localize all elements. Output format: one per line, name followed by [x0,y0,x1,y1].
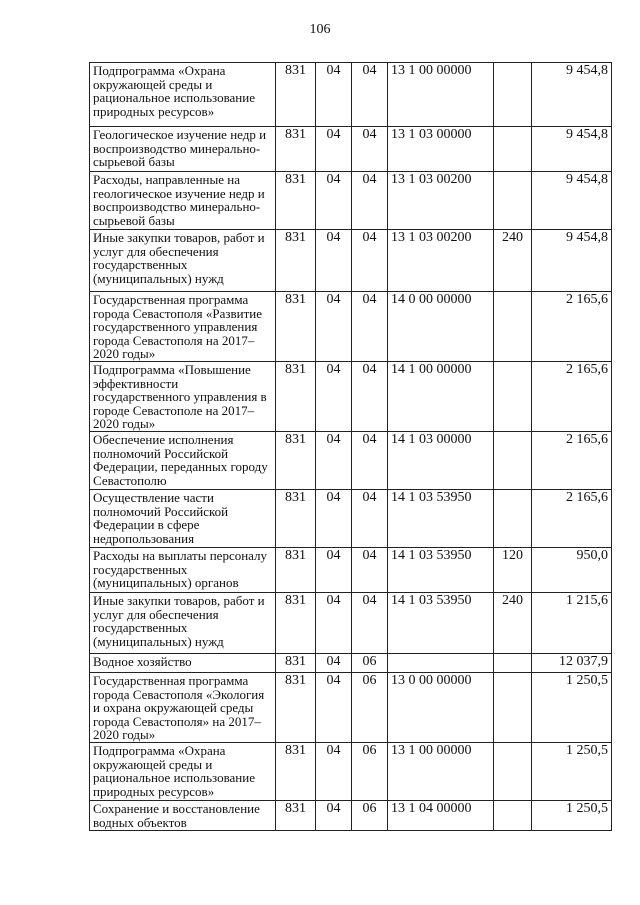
section-code: 04 [316,292,352,362]
target-article-code: 13 0 00 00000 [388,673,494,743]
row-name: Иные закупки товаров, работ и услуг для обеспечения государственных (муниципальных) нужд [90,230,276,292]
table-row [90,490,612,548]
row-name: Иные закупки товаров, работ и услуг для обеспечения государственных (муниципальных) нужд [90,593,276,654]
subsection-code: 04 [352,548,388,593]
subsection-code: 04 [352,490,388,548]
row-name: Подпрограмма «Охрана окружающей среды и рациональное использование природных ресурсов» [90,63,276,127]
table-row [90,362,612,432]
table-row [90,743,612,801]
section-code: 04 [316,362,352,432]
row-name: Осуществление части полномочий Российской Федерации в сфере недропользования [90,490,276,548]
table-row [90,230,612,292]
admin-code: 831 [276,654,316,673]
target-article-code: 13 1 04 00000 [388,801,494,831]
amount: 2 165,6 [532,490,612,548]
amount: 9 454,8 [532,172,612,230]
subsection-code: 06 [352,654,388,673]
admin-code: 831 [276,673,316,743]
row-name: Подпрограмма «Охрана окружающей среды и рациональное использование природных ресурсов» [90,743,276,801]
table-row [90,548,612,593]
expense-type-code [494,801,532,831]
page-number: 106 [309,22,331,37]
amount: 2 165,6 [532,362,612,432]
subsection-code: 04 [352,230,388,292]
table-row [90,654,612,673]
row-name: Государственная программа города Севастополя «Развитие государственного управления города Севастополя на 2017–2020 годы» [90,292,276,362]
amount: 9 454,8 [532,63,612,127]
amount: 9 454,8 [532,127,612,172]
target-article-code [388,654,494,673]
section-code: 04 [316,673,352,743]
subsection-code: 04 [352,362,388,432]
row-name: Расходы, направленные на геологическое изучение недр и воспроизводство минерально-сырьевой базы [90,172,276,230]
subsection-code: 04 [352,172,388,230]
target-article-code: 14 0 00 00000 [388,292,494,362]
expense-type-code [494,172,532,230]
expense-type-code [494,362,532,432]
table-row [90,593,612,654]
subsection-code: 04 [352,127,388,172]
amount: 1 250,5 [532,673,612,743]
table-row [90,673,612,743]
admin-code: 831 [276,593,316,654]
amount: 2 165,6 [532,432,612,490]
row-name: Обеспечение исполнения полномочий Российской Федерации, переданных городу Севастополю [90,432,276,490]
amount: 1 250,5 [532,743,612,801]
expense-type-code: 240 [494,593,532,654]
section-code: 04 [316,63,352,127]
subsection-code: 04 [352,593,388,654]
amount: 2 165,6 [532,292,612,362]
target-article-code: 14 1 03 53950 [388,593,494,654]
admin-code: 831 [276,743,316,801]
target-article-code: 13 1 00 00000 [388,63,494,127]
section-code: 04 [316,490,352,548]
table-row [90,801,612,831]
admin-code: 831 [276,230,316,292]
row-name: Геологическое изучение недр и воспроизводство минерально-сырьевой базы [90,127,276,172]
amount: 9 454,8 [532,230,612,292]
expense-type-code [494,490,532,548]
admin-code: 831 [276,63,316,127]
target-article-code: 14 1 03 53950 [388,548,494,593]
section-code: 04 [316,548,352,593]
expense-type-code: 240 [494,230,532,292]
admin-code: 831 [276,490,316,548]
expense-type-code [494,432,532,490]
subsection-code: 04 [352,432,388,490]
amount: 1 215,6 [532,593,612,654]
subsection-code: 04 [352,63,388,127]
expense-type-code: 120 [494,548,532,593]
admin-code: 831 [276,172,316,230]
subsection-code: 04 [352,292,388,362]
table-row [90,172,612,230]
table-row [90,292,612,362]
section-code: 04 [316,172,352,230]
table-row [90,432,612,490]
admin-code: 831 [276,127,316,172]
admin-code: 831 [276,292,316,362]
budget-table [89,62,612,831]
target-article-code: 13 1 00 00000 [388,743,494,801]
row-name: Сохранение и восстановление водных объектов [90,801,276,831]
subsection-code: 06 [352,743,388,801]
row-name: Водное хозяйство [90,654,276,673]
row-name: Подпрограмма «Повышение эффективности государственного управления в городе Севастополе на 2017–2020 годы» [90,362,276,432]
expense-type-code [494,63,532,127]
expense-type-code [494,743,532,801]
admin-code: 831 [276,362,316,432]
row-name: Расходы на выплаты персоналу государственных (муниципальных) органов [90,548,276,593]
admin-code: 831 [276,432,316,490]
row-name: Государственная программа города Севастополя «Экология и охрана окружающей среды города Севастополя» на 2017–2020 годы» [90,673,276,743]
table-row [90,63,612,127]
target-article-code: 13 1 03 00000 [388,127,494,172]
table-row [90,127,612,172]
admin-code: 831 [276,801,316,831]
target-article-code: 14 1 03 53950 [388,490,494,548]
subsection-code: 06 [352,801,388,831]
expense-type-code [494,292,532,362]
expense-type-code [494,673,532,743]
admin-code: 831 [276,548,316,593]
amount: 12 037,9 [532,654,612,673]
section-code: 04 [316,593,352,654]
expense-type-code [494,654,532,673]
section-code: 04 [316,801,352,831]
target-article-code: 14 1 03 00000 [388,432,494,490]
section-code: 04 [316,127,352,172]
target-article-code: 13 1 03 00200 [388,230,494,292]
target-article-code: 14 1 00 00000 [388,362,494,432]
subsection-code: 06 [352,673,388,743]
section-code: 04 [316,230,352,292]
target-article-code: 13 1 03 00200 [388,172,494,230]
section-code: 04 [316,432,352,490]
amount: 1 250,5 [532,801,612,831]
expense-type-code [494,127,532,172]
section-code: 04 [316,654,352,673]
amount: 950,0 [532,548,612,593]
section-code: 04 [316,743,352,801]
